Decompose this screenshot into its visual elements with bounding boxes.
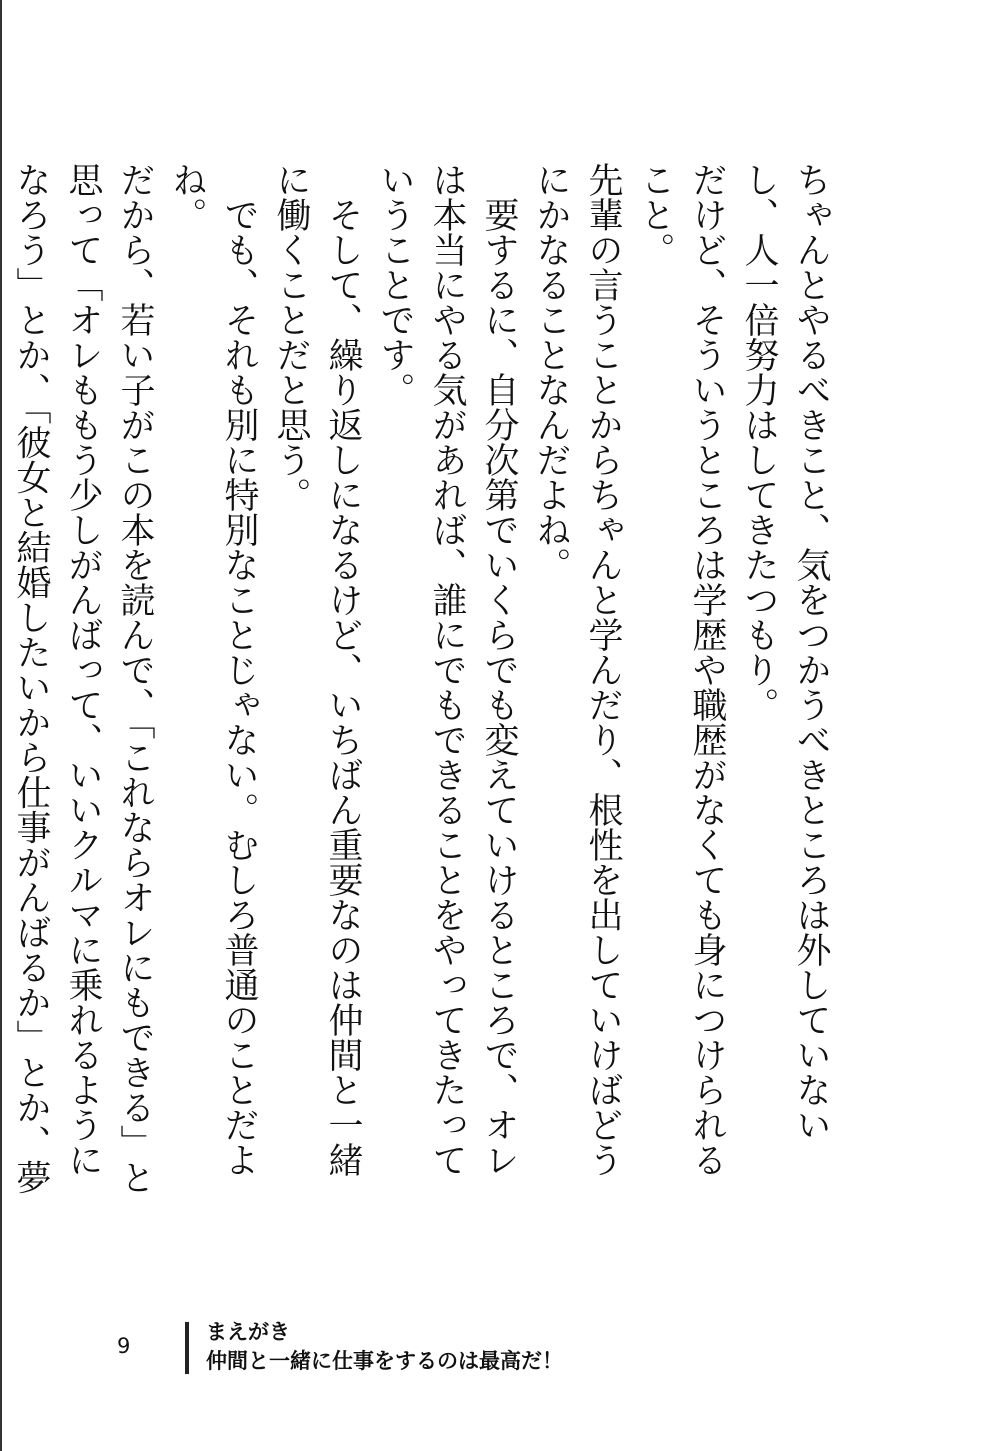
paragraph: だから、若い子がこの本を読んで、「これならオレにもできる」と思って「オレももう少しがんばって、いいクルマに乗れるようになろう」とか、「彼女と結婚したいから仕事がんばるか」とか、夢 [11, 162, 155, 1195]
running-header-title: 仲間と一緒に仕事をするのは最高だ！ [206, 1349, 563, 1373]
paragraph: ちゃんとやるべきこと、気をつかうべきところは外していないし、人一倍努力はしてきたつもり。 [739, 162, 831, 1142]
paragraph: そして、繰り返しになるけど、いちばん重要なのは仲間と一緒に働くことだと思う。 [271, 162, 363, 1177]
paragraph: だけど、そういうところは学歴や職歴がなくても身につけられること。 [635, 162, 727, 1177]
running-header-label: まえがき [206, 1320, 290, 1344]
paragraph: 先輩の言うことからちゃんと学んだり、根性を出していけばどうにかなることなんだよね。 [531, 162, 623, 1177]
vertical-body-text [0, 162, 837, 1202]
paragraph: でも、それも別に特別なことじゃない。むしろ普通のことだよね。 [167, 162, 259, 1177]
page-number: 9 [117, 1334, 131, 1358]
paragraph: 要するに、自分次第でいくらでも変えていけるところで、オレは本当にやる気があれば、誰にでもできることをやってきたっていうことです。 [375, 162, 519, 1177]
footer-divider [185, 1322, 189, 1374]
